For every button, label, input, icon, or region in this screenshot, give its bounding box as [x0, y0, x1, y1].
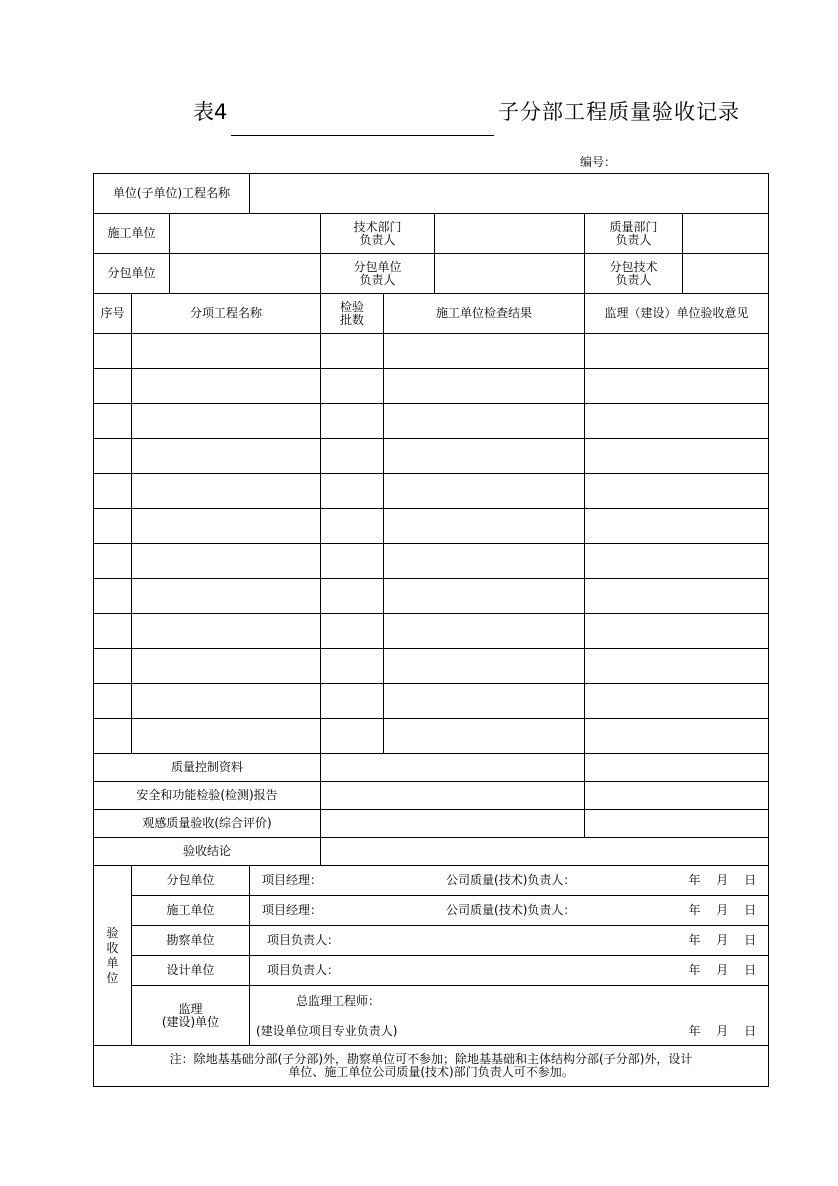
project-head-label: 项目负责人： — [267, 933, 340, 947]
batch-count-cell[interactable] — [321, 614, 384, 649]
quality-control-docs-result[interactable] — [321, 754, 585, 782]
subcontract-unit-label: 分包单位 — [94, 254, 170, 294]
col-supervision-opinion: 监理（建设）单位验收意见 — [585, 294, 769, 334]
sign-date: 年 月 日 — [688, 873, 757, 887]
chief-supervisor-label: 总监理工程师： — [296, 994, 381, 1008]
check-result-cell[interactable] — [384, 439, 585, 474]
project-head-label: 项目负责人： — [267, 963, 340, 977]
table-row — [94, 404, 769, 439]
subcontract-tech-head-value[interactable] — [683, 254, 769, 294]
survey-unit-sign-label: 勘察单位 — [132, 926, 250, 956]
conclusion-value[interactable] — [321, 838, 769, 866]
opinion-cell[interactable] — [585, 579, 769, 614]
batch-count-cell[interactable] — [321, 649, 384, 684]
seq-cell[interactable] — [94, 614, 132, 649]
seq-cell[interactable] — [94, 719, 132, 754]
table-row — [94, 614, 769, 649]
batch-count-cell[interactable] — [321, 684, 384, 719]
check-result-cell[interactable] — [384, 474, 585, 509]
table-row — [94, 579, 769, 614]
subcontract-head-label: 分包单位 负责人 — [321, 254, 435, 294]
safety-function-result[interactable] — [321, 782, 585, 810]
acceptance-row-construction — [94, 896, 769, 926]
table-row — [94, 649, 769, 684]
table-row — [94, 334, 769, 369]
seq-cell[interactable] — [94, 684, 132, 719]
subcontract-unit-sign-cell[interactable] — [250, 866, 769, 896]
batch-count-cell[interactable] — [321, 439, 384, 474]
company-quality-head-label: 公司质量(技术)负责人： — [446, 903, 576, 917]
safety-function-row — [94, 782, 769, 810]
col-check-result: 施工单位检查结果 — [384, 294, 585, 334]
safety-function-opinion[interactable] — [585, 782, 769, 810]
seq-cell[interactable] — [94, 544, 132, 579]
appearance-result[interactable] — [321, 810, 585, 838]
item-name-cell[interactable] — [132, 719, 321, 754]
conclusion-row — [94, 838, 769, 866]
opinion-cell[interactable] — [585, 719, 769, 754]
seq-cell[interactable] — [94, 509, 132, 544]
table-row — [94, 719, 769, 754]
opinion-cell[interactable] — [585, 404, 769, 439]
opinion-cell[interactable] — [585, 649, 769, 684]
table-row — [94, 509, 769, 544]
check-result-cell[interactable] — [384, 579, 585, 614]
batch-count-cell[interactable] — [321, 474, 384, 509]
design-unit-sign-label: 设计单位 — [132, 956, 250, 986]
page-title: 子分部工程质量验收记录 — [498, 100, 740, 124]
construction-unit-row — [94, 214, 769, 254]
note-row — [94, 1046, 769, 1087]
construction-unit-value[interactable] — [170, 214, 321, 254]
quality-dept-head-value[interactable] — [683, 214, 769, 254]
check-result-cell[interactable] — [384, 369, 585, 404]
table-row — [94, 369, 769, 404]
item-name-cell[interactable] — [132, 404, 321, 439]
check-result-cell[interactable] — [384, 649, 585, 684]
sign-date: 年 月 日 — [688, 963, 757, 977]
opinion-cell[interactable] — [585, 334, 769, 369]
batch-count-cell[interactable] — [321, 369, 384, 404]
item-name-cell[interactable] — [132, 509, 321, 544]
check-result-cell[interactable] — [384, 509, 585, 544]
tech-dept-head-label: 技术部门 负责人 — [321, 214, 435, 254]
opinion-cell[interactable] — [585, 509, 769, 544]
seq-cell[interactable] — [94, 649, 132, 684]
code-label: 编号： — [580, 155, 617, 169]
quality-control-docs-label: 质量控制资料 — [94, 754, 321, 782]
construction-unit-sign-label: 施工单位 — [132, 896, 250, 926]
acceptance-row-survey — [94, 926, 769, 956]
check-result-cell[interactable] — [384, 684, 585, 719]
project-name-row — [94, 174, 769, 214]
seq-cell[interactable] — [94, 404, 132, 439]
item-name-cell[interactable] — [132, 649, 321, 684]
subcontract-unit-value[interactable] — [170, 254, 321, 294]
item-name-cell[interactable] — [132, 614, 321, 649]
table-row — [94, 544, 769, 579]
item-name-cell[interactable] — [132, 369, 321, 404]
table-number: 表4 — [193, 100, 228, 124]
owner-project-head-label: (建设单位项目专业负责人) — [256, 1024, 398, 1038]
acceptance-form-table — [93, 173, 769, 1087]
item-name-cell[interactable] — [132, 544, 321, 579]
project-manager-label: 项目经理： — [262, 903, 323, 917]
project-name-label: 单位(子单位)工程名称 — [94, 174, 250, 214]
table-row — [94, 684, 769, 719]
sign-date: 年 月 日 — [688, 1024, 757, 1038]
survey-unit-sign-cell[interactable] — [250, 926, 769, 956]
subcontract-unit-sign-label: 分包单位 — [132, 866, 250, 896]
construction-unit-label: 施工单位 — [94, 214, 170, 254]
quality-control-docs-opinion[interactable] — [585, 754, 769, 782]
tech-dept-head-value[interactable] — [435, 214, 585, 254]
supervision-unit-sign-cell[interactable] — [250, 986, 769, 1046]
batch-count-cell[interactable] — [321, 579, 384, 614]
seq-cell[interactable] — [94, 579, 132, 614]
check-result-cell[interactable] — [384, 614, 585, 649]
subcontract-unit-row — [94, 254, 769, 294]
project-name-value[interactable] — [250, 174, 769, 214]
item-name-cell[interactable] — [132, 579, 321, 614]
table-row — [94, 474, 769, 509]
design-unit-sign-cell[interactable] — [250, 956, 769, 986]
quality-dept-head-label: 质量部门 负责人 — [585, 214, 683, 254]
seq-cell[interactable] — [94, 369, 132, 404]
batch-count-cell[interactable] — [321, 334, 384, 369]
seq-cell[interactable] — [94, 334, 132, 369]
opinion-cell[interactable] — [585, 544, 769, 579]
opinion-cell[interactable] — [585, 474, 769, 509]
seq-cell[interactable] — [94, 439, 132, 474]
check-result-cell[interactable] — [384, 719, 585, 754]
seq-cell[interactable] — [94, 474, 132, 509]
batch-count-cell[interactable] — [321, 719, 384, 754]
title-underline — [231, 135, 494, 136]
construction-unit-sign-cell[interactable] — [250, 896, 769, 926]
acceptance-group-label: 验收单位 — [94, 866, 132, 1046]
project-manager-label: 项目经理： — [262, 873, 323, 887]
company-quality-head-label: 公司质量(技术)负责人： — [446, 873, 576, 887]
check-result-cell[interactable] — [384, 334, 585, 369]
quality-control-docs-row — [94, 754, 769, 782]
subcontract-head-value[interactable] — [435, 254, 585, 294]
item-name-cell[interactable] — [132, 684, 321, 719]
col-item-name: 分项工程名称 — [132, 294, 321, 334]
batch-count-cell[interactable] — [321, 544, 384, 579]
item-name-cell[interactable] — [132, 474, 321, 509]
note-text: 注：除地基基础分部(子分部)外，勘察单位可不参加；除地基基础和主体结构分部(子分部)外，设计 单位、施工单位公司质量(技术)部门负责人可不参加。 — [94, 1046, 769, 1087]
batch-count-cell[interactable] — [321, 509, 384, 544]
item-name-cell[interactable] — [132, 439, 321, 474]
supervision-unit-sign-label: 监理 (建设)单位 — [132, 986, 250, 1046]
check-result-cell[interactable] — [384, 404, 585, 439]
sign-date: 年 月 日 — [688, 903, 757, 917]
opinion-cell[interactable] — [585, 684, 769, 719]
sign-date: 年 月 日 — [688, 933, 757, 947]
acceptance-row-design — [94, 956, 769, 986]
item-name-cell[interactable] — [132, 334, 321, 369]
subcontract-tech-head-label: 分包技术 负责人 — [585, 254, 683, 294]
conclusion-label: 验收结论 — [94, 838, 321, 866]
batch-count-cell[interactable] — [321, 404, 384, 439]
appearance-opinion[interactable] — [585, 810, 769, 838]
check-result-cell[interactable] — [384, 544, 585, 579]
table-row — [94, 439, 769, 474]
col-batch-count: 检验 批数 — [321, 294, 384, 334]
column-header-row — [94, 294, 769, 334]
opinion-cell[interactable] — [585, 614, 769, 649]
acceptance-row-supervision — [94, 986, 769, 1046]
safety-function-label: 安全和功能检验(检测)报告 — [94, 782, 321, 810]
opinion-cell[interactable] — [585, 439, 769, 474]
col-seq: 序号 — [94, 294, 132, 334]
opinion-cell[interactable] — [585, 369, 769, 404]
appearance-row — [94, 810, 769, 838]
acceptance-row-subcontract — [94, 866, 769, 896]
appearance-label: 观感质量验收(综合评价) — [94, 810, 321, 838]
